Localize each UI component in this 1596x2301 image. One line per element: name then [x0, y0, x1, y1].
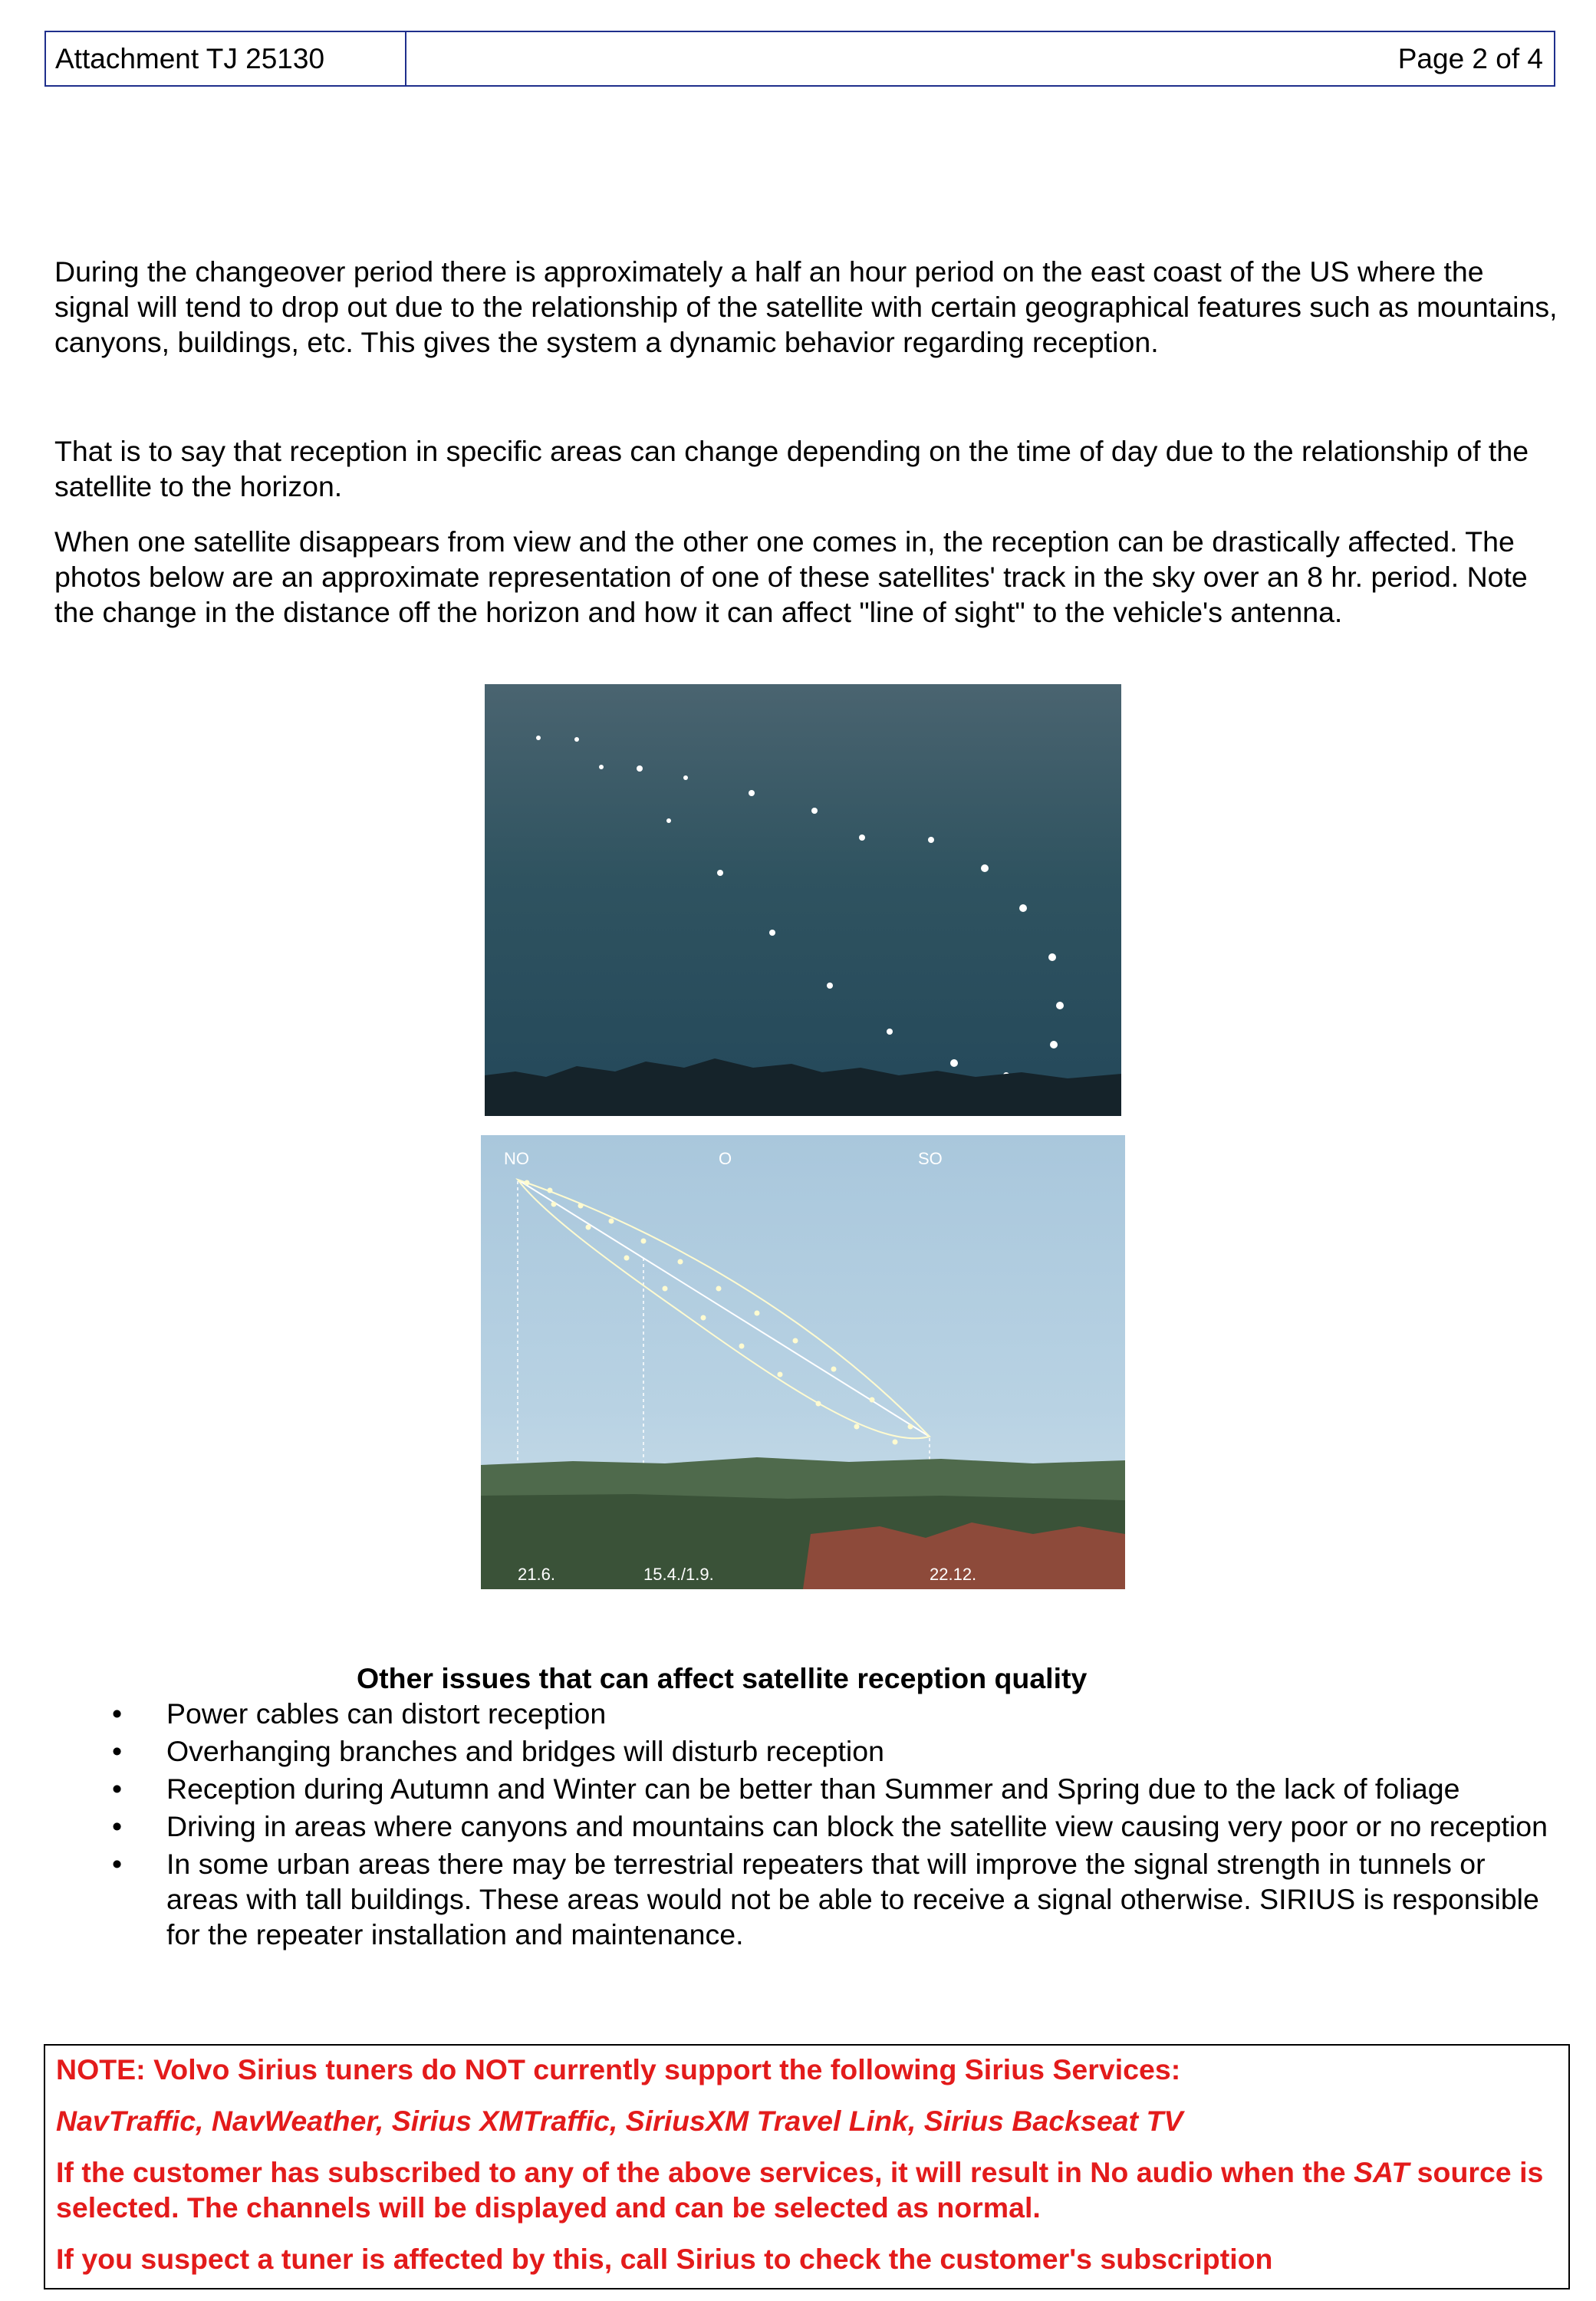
bullet-icon: •: [112, 1810, 123, 1842]
note-consequence: If the customer has subscribed to any of the above services, it will result in No audio when the SAT source is selected. The channels will be displayed and can be selected as normal.: [56, 2156, 1544, 2224]
date-label-1: 21.6.: [518, 1565, 555, 1584]
bullet-icon: •: [112, 1848, 123, 1880]
direction-label-so: SO: [918, 1149, 943, 1168]
attachment-label: Attachment TJ 25130: [46, 32, 406, 85]
note-action: If you suspect a tuner is affected by this, call Sirius to check the customer's subscription: [56, 2243, 1273, 2275]
page-header: [44, 31, 1555, 87]
issues-list: [107, 1696, 1549, 1954]
list-item: • Power cables can distort reception: [112, 1697, 607, 1730]
page-number: Page 2 of 4: [1397, 43, 1543, 74]
date-label-2: 15.4./1.9.: [643, 1565, 714, 1584]
paragraph-satellite-track: When one satellite disappears from view and the other one comes in, the reception can be drastically affected. The photos below are an approximate representation of one of these satellites' track in the sky over an 8 hr. period. Note the change in the distance off the horizon and how it can affect "line of sight" to the vehicle's antenna.: [54, 525, 1528, 628]
paragraph-time-of-day: That is to say that reception in specific areas can change depending on the time of day due to the relationship of the satellite to the horizon.: [54, 435, 1529, 502]
satellite-track-photo-night: [485, 684, 1121, 1116]
direction-label-o: O: [719, 1149, 732, 1168]
sat-source-label: SAT: [1354, 2156, 1410, 2188]
list-item: • Driving in areas where canyons and mountains can block the satellite view causing very poor or no reception: [112, 1810, 1548, 1842]
note-heading: NOTE: Volvo Sirius tuners do NOT currently support the following Sirius Services:: [56, 2053, 1181, 2085]
direction-label-no: NO: [504, 1149, 529, 1168]
issues-heading: Other issues that can affect satellite reception quality: [357, 1662, 1088, 1694]
list-item: • In some urban areas there may be terrestrial repeaters that will improve the signal strength in tunnels or areas with tall buildings. These areas would not be able to receive a signal otherwise. SIRIUS is responsible for the repeater installation and maintenance.: [112, 1848, 1539, 1950]
note-services-list: NavTraffic, NavWeather, Sirius XMTraffic, SiriusXM Travel Link, Sirius Backseat TV: [56, 2105, 1183, 2137]
bullet-icon: •: [112, 1697, 123, 1730]
list-item: • Overhanging branches and bridges will disturb reception: [112, 1735, 884, 1767]
list-item: • Reception during Autumn and Winter can be better than Summer and Spring due to the lack of foliage: [112, 1773, 1460, 1805]
note-box: [44, 2044, 1570, 2289]
bullet-icon: •: [112, 1773, 123, 1805]
date-label-3: 22.12.: [930, 1565, 977, 1584]
paragraph-changeover: During the changeover period there is approximately a half an hour period on the east coast of the US where the signal will tend to drop out due to the relationship of the satellite with certain geographical features such as mountains, canyons, buildings, etc. This gives the system a dynamic behavior regarding reception.: [54, 255, 1558, 358]
satellite-track-photo-day: [481, 1135, 1125, 1589]
bullet-icon: •: [112, 1735, 123, 1767]
